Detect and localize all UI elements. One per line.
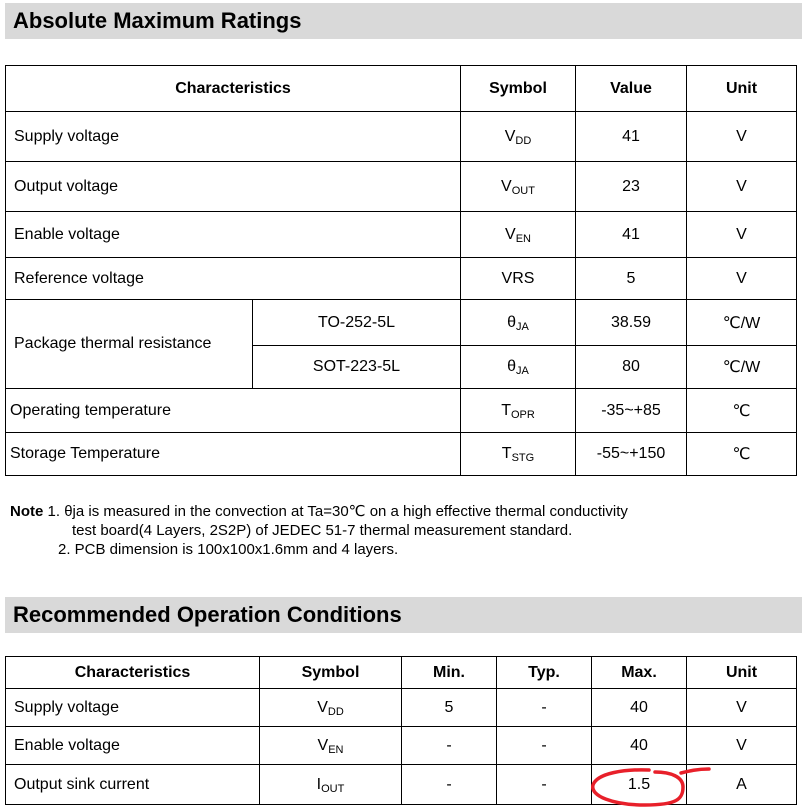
table-row <box>6 162 797 212</box>
note-label: Note <box>10 503 44 520</box>
row-characteristic: Supply voltage <box>6 112 461 162</box>
row-characteristic: Reference voltage <box>6 258 461 300</box>
row-symbol: θJA <box>461 300 576 346</box>
table-row <box>6 300 797 346</box>
row-min: - <box>402 727 497 765</box>
row-characteristic-thermal: Package thermal resistance <box>6 300 253 389</box>
row-symbol: θJA <box>461 346 576 389</box>
section-title-recommended-operation-conditions: Recommended Operation Conditions <box>5 597 802 633</box>
row-typ: - <box>497 689 592 727</box>
row-typ: - <box>497 765 592 805</box>
row-value: -55~+150 <box>576 433 687 476</box>
note-line-2: test board(4 Layers, 2S2P) of JEDEC 51-7 thermal measurement standard. <box>72 522 573 539</box>
row-value: 5 <box>576 258 687 300</box>
table-row <box>6 689 797 727</box>
row-unit: ℃/W <box>687 346 797 389</box>
note-line-1: Note 1. θja is measured in the convection at Ta=30℃ on a high effective thermal conductivity <box>10 503 628 520</box>
row-unit: V <box>687 112 797 162</box>
header-symbol: Symbol <box>260 657 402 689</box>
row-unit: ℃ <box>687 389 797 433</box>
row-symbol: VDD <box>260 689 402 727</box>
header-symbol: Symbol <box>461 66 576 112</box>
absolute-maximum-ratings-table <box>5 65 797 476</box>
row-min: 5 <box>402 689 497 727</box>
header-characteristics: Characteristics <box>6 66 461 112</box>
row-characteristic: Output voltage <box>6 162 461 212</box>
table-row <box>6 389 797 433</box>
table-header-row <box>6 66 797 112</box>
header-max: Max. <box>592 657 687 689</box>
table-row <box>6 212 797 258</box>
row-min: - <box>402 765 497 805</box>
table-row <box>6 727 797 765</box>
table-row <box>6 112 797 162</box>
row-value: 80 <box>576 346 687 389</box>
row-unit: V <box>687 689 797 727</box>
row-characteristic: Supply voltage <box>6 689 260 727</box>
row-characteristic: Enable voltage <box>6 727 260 765</box>
row-characteristic: Storage Temperature <box>6 433 461 476</box>
row-package: TO-252-5L <box>253 300 461 346</box>
header-unit: Unit <box>687 657 797 689</box>
note-line-3: 2. PCB dimension is 100x100x1.6mm and 4 layers. <box>58 541 399 558</box>
header-min: Min. <box>402 657 497 689</box>
row-unit: ℃/W <box>687 300 797 346</box>
row-symbol: VEN <box>260 727 402 765</box>
row-value: 23 <box>576 162 687 212</box>
table-row <box>6 258 797 300</box>
row-symbol: IOUT <box>260 765 402 805</box>
header-characteristics: Characteristics <box>6 657 260 689</box>
row-unit: ℃ <box>687 433 797 476</box>
row-symbol: TOPR <box>461 389 576 433</box>
section-title-absolute-maximum-ratings: Absolute Maximum Ratings <box>5 3 802 39</box>
row-symbol: VRS <box>461 258 576 300</box>
row-typ: - <box>497 727 592 765</box>
row-unit: V <box>687 212 797 258</box>
row-symbol: VOUT <box>461 162 576 212</box>
row-value: 38.59 <box>576 300 687 346</box>
row-characteristic: Output sink current <box>6 765 260 805</box>
row-value: -35~+85 <box>576 389 687 433</box>
row-characteristic: Operating temperature <box>6 389 461 433</box>
row-symbol: VEN <box>461 212 576 258</box>
row-symbol: VDD <box>461 112 576 162</box>
row-value: 41 <box>576 212 687 258</box>
header-value: Value <box>576 66 687 112</box>
table-header-row <box>6 657 797 689</box>
table-row <box>6 433 797 476</box>
header-typ: Typ. <box>497 657 592 689</box>
row-characteristic: Enable voltage <box>6 212 461 258</box>
row-unit: A <box>687 765 797 805</box>
header-unit: Unit <box>687 66 797 112</box>
note-block <box>10 502 628 559</box>
row-package: SOT-223-5L <box>253 346 461 389</box>
row-max: 40 <box>592 689 687 727</box>
row-max: 1.5 <box>592 765 687 805</box>
row-value: 41 <box>576 112 687 162</box>
table-row <box>6 765 797 805</box>
row-unit: V <box>687 162 797 212</box>
row-max: 40 <box>592 727 687 765</box>
row-unit: V <box>687 258 797 300</box>
row-unit: V <box>687 727 797 765</box>
recommended-operation-conditions-table <box>5 656 797 805</box>
row-symbol: TSTG <box>461 433 576 476</box>
